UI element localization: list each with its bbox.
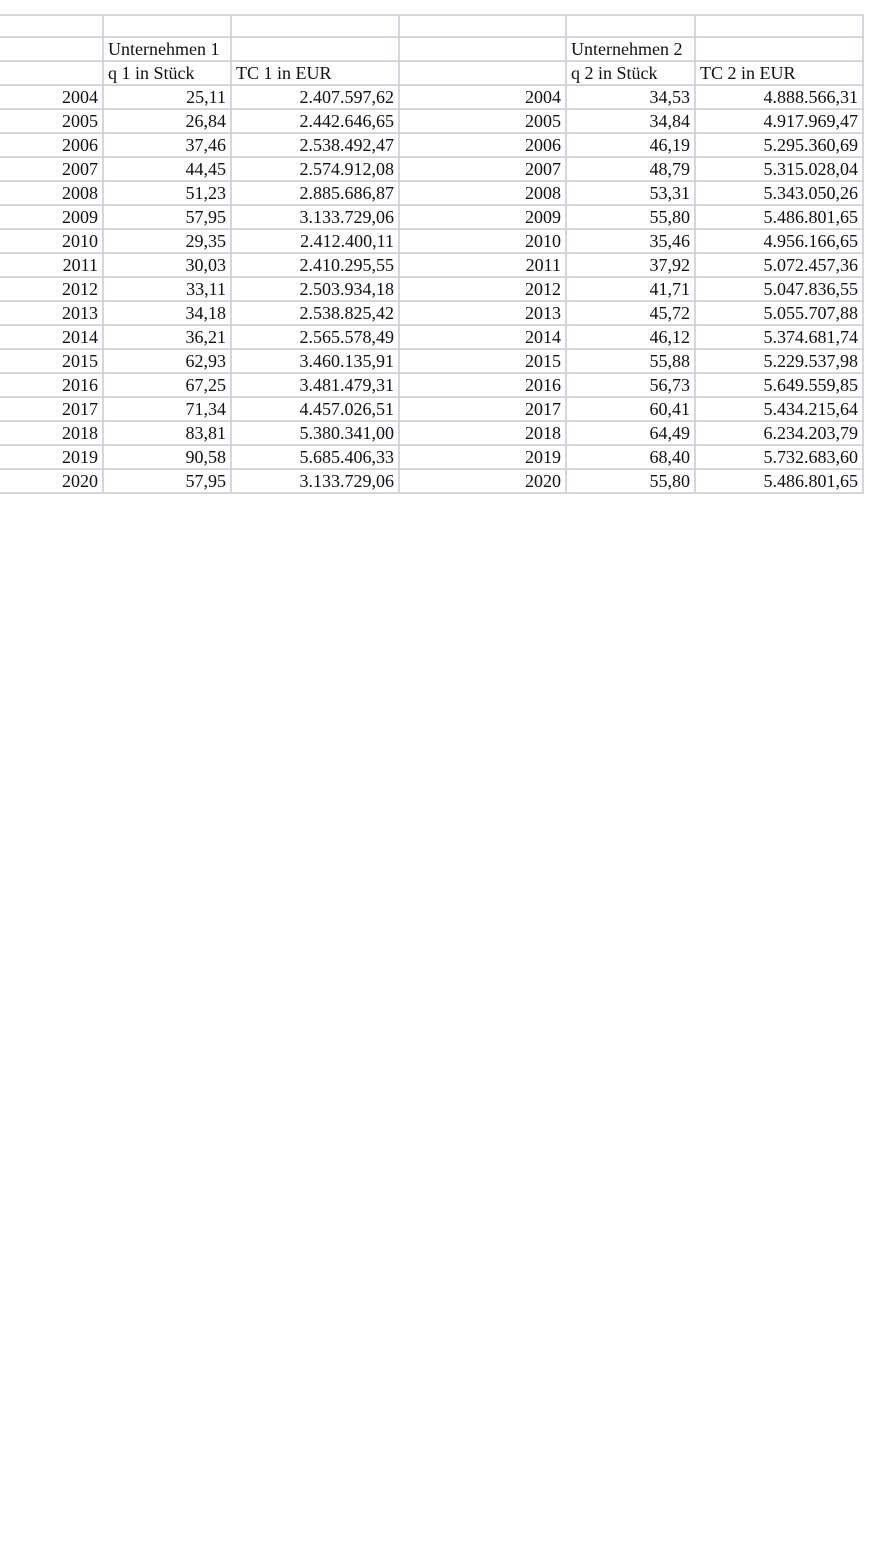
q1-column-header[interactable]: q 1 in Stück xyxy=(103,61,231,85)
table-row xyxy=(0,277,863,301)
year-2-cell[interactable]: 2017 xyxy=(399,397,566,421)
tc2-cell[interactable]: 5.315.028,04 xyxy=(695,157,863,181)
q2-cell[interactable]: 55,80 xyxy=(566,469,695,493)
year-2-cell[interactable]: 2014 xyxy=(399,325,566,349)
q1-cell[interactable]: 34,18 xyxy=(103,301,231,325)
year-2-cell[interactable]: 2015 xyxy=(399,349,566,373)
tc1-cell[interactable]: 2.885.686,87 xyxy=(231,181,399,205)
tc2-column-header[interactable]: TC 2 in EUR xyxy=(695,61,863,85)
q1-cell[interactable]: 36,21 xyxy=(103,325,231,349)
tc2-cell[interactable]: 6.234.203,79 xyxy=(695,421,863,445)
cell[interactable] xyxy=(0,61,103,85)
tc1-cell[interactable]: 2.503.934,18 xyxy=(231,277,399,301)
year-2-cell[interactable]: 2005 xyxy=(399,109,566,133)
q1-cell[interactable]: 51,23 xyxy=(103,181,231,205)
table-row xyxy=(0,325,863,349)
year-2-cell[interactable]: 2013 xyxy=(399,301,566,325)
tc2-cell[interactable]: 5.649.559,85 xyxy=(695,373,863,397)
table-row xyxy=(0,349,863,373)
header-row-company xyxy=(0,37,863,61)
year-1-cell[interactable]: 2018 xyxy=(0,421,103,445)
tc2-cell[interactable]: 5.055.707,88 xyxy=(695,301,863,325)
tc1-cell[interactable]: 3.133.729,06 xyxy=(231,205,399,229)
year-1-cell[interactable]: 2012 xyxy=(0,277,103,301)
header-row-blank xyxy=(0,15,863,37)
q1-cell[interactable]: 26,84 xyxy=(103,109,231,133)
q2-cell[interactable]: 45,72 xyxy=(566,301,695,325)
table-row xyxy=(0,253,863,277)
tc2-cell[interactable]: 5.486.801,65 xyxy=(695,205,863,229)
table-row xyxy=(0,205,863,229)
q2-cell[interactable]: 46,19 xyxy=(566,133,695,157)
q2-cell[interactable]: 53,31 xyxy=(566,181,695,205)
tc1-cell[interactable]: 5.380.341,00 xyxy=(231,421,399,445)
year-1-cell[interactable]: 2019 xyxy=(0,445,103,469)
q1-cell[interactable]: 30,03 xyxy=(103,253,231,277)
tc2-cell[interactable]: 5.047.836,55 xyxy=(695,277,863,301)
table-row xyxy=(0,373,863,397)
year-1-cell[interactable]: 2014 xyxy=(0,325,103,349)
tc2-cell[interactable]: 4.956.166,65 xyxy=(695,229,863,253)
q1-cell[interactable]: 62,93 xyxy=(103,349,231,373)
q2-cell[interactable]: 55,88 xyxy=(566,349,695,373)
table-row xyxy=(0,397,863,421)
cell[interactable] xyxy=(695,15,863,37)
tc1-cell[interactable]: 2.442.646,65 xyxy=(231,109,399,133)
year-1-cell[interactable]: 2020 xyxy=(0,469,103,493)
year-2-cell[interactable]: 2020 xyxy=(399,469,566,493)
q2-cell[interactable]: 35,46 xyxy=(566,229,695,253)
q1-cell[interactable]: 29,35 xyxy=(103,229,231,253)
q2-cell[interactable]: 64,49 xyxy=(566,421,695,445)
table-row xyxy=(0,157,863,181)
tc2-cell[interactable]: 5.072.457,36 xyxy=(695,253,863,277)
cell[interactable] xyxy=(0,37,103,61)
q2-cell[interactable]: 37,92 xyxy=(566,253,695,277)
table-row xyxy=(0,181,863,205)
cell[interactable] xyxy=(231,37,399,61)
year-2-cell[interactable]: 2012 xyxy=(399,277,566,301)
year-2-cell[interactable]: 2018 xyxy=(399,421,566,445)
tc2-cell[interactable]: 5.374.681,74 xyxy=(695,325,863,349)
tc1-cell[interactable]: 2.407.597,62 xyxy=(231,85,399,109)
table-row xyxy=(0,421,863,445)
tc2-cell[interactable]: 5.295.360,69 xyxy=(695,133,863,157)
year-1-cell[interactable]: 2005 xyxy=(0,109,103,133)
tc1-cell[interactable]: 5.685.406,33 xyxy=(231,445,399,469)
tc1-cell[interactable]: 4.457.026,51 xyxy=(231,397,399,421)
year-1-cell[interactable]: 2011 xyxy=(0,253,103,277)
tc1-cell[interactable]: 2.538.492,47 xyxy=(231,133,399,157)
tc2-cell[interactable]: 5.434.215,64 xyxy=(695,397,863,421)
tc2-cell[interactable]: 5.732.683,60 xyxy=(695,445,863,469)
company-1-header[interactable]: Unternehmen 1 xyxy=(103,37,231,61)
year-2-cell[interactable]: 2016 xyxy=(399,373,566,397)
q1-cell[interactable]: 90,58 xyxy=(103,445,231,469)
year-1-cell[interactable]: 2007 xyxy=(0,157,103,181)
q2-cell[interactable]: 55,80 xyxy=(566,205,695,229)
tc1-cell[interactable]: 2.412.400,11 xyxy=(231,229,399,253)
table-row xyxy=(0,109,863,133)
header-row-columns xyxy=(0,61,863,85)
year-2-cell[interactable]: 2019 xyxy=(399,445,566,469)
year-1-cell[interactable]: 2015 xyxy=(0,349,103,373)
tc1-cell[interactable]: 2.538.825,42 xyxy=(231,301,399,325)
year-2-cell[interactable]: 2010 xyxy=(399,229,566,253)
year-2-cell[interactable]: 2007 xyxy=(399,157,566,181)
tc2-cell[interactable]: 5.229.537,98 xyxy=(695,349,863,373)
cell[interactable] xyxy=(399,61,566,85)
q2-cell[interactable]: 46,12 xyxy=(566,325,695,349)
q1-cell[interactable]: 83,81 xyxy=(103,421,231,445)
tc1-cell[interactable]: 3.133.729,06 xyxy=(231,469,399,493)
year-1-cell[interactable]: 2008 xyxy=(0,181,103,205)
q2-cell[interactable]: 48,79 xyxy=(566,157,695,181)
tc1-column-header[interactable]: TC 1 in EUR xyxy=(231,61,399,85)
year-2-cell[interactable]: 2008 xyxy=(399,181,566,205)
q2-cell[interactable]: 56,73 xyxy=(566,373,695,397)
tc1-cell[interactable]: 2.410.295,55 xyxy=(231,253,399,277)
q1-cell[interactable]: 33,11 xyxy=(103,277,231,301)
tc1-cell[interactable]: 2.574.912,08 xyxy=(231,157,399,181)
year-1-cell[interactable]: 2017 xyxy=(0,397,103,421)
q1-cell[interactable]: 57,95 xyxy=(103,205,231,229)
year-1-cell[interactable]: 2013 xyxy=(0,301,103,325)
q1-cell[interactable]: 71,34 xyxy=(103,397,231,421)
year-2-cell[interactable]: 2004 xyxy=(399,85,566,109)
data-table xyxy=(0,14,864,494)
year-2-cell[interactable]: 2006 xyxy=(399,133,566,157)
year-2-cell[interactable]: 2009 xyxy=(399,205,566,229)
q2-cell[interactable]: 60,41 xyxy=(566,397,695,421)
q1-cell[interactable]: 37,46 xyxy=(103,133,231,157)
year-1-cell[interactable]: 2009 xyxy=(0,205,103,229)
table-row xyxy=(0,445,863,469)
q2-cell[interactable]: 41,71 xyxy=(566,277,695,301)
table-row xyxy=(0,301,863,325)
year-1-cell[interactable]: 2006 xyxy=(0,133,103,157)
tc2-cell[interactable]: 4.917.969,47 xyxy=(695,109,863,133)
year-1-cell[interactable]: 2004 xyxy=(0,85,103,109)
q1-cell[interactable]: 44,45 xyxy=(103,157,231,181)
cell[interactable] xyxy=(399,15,566,37)
q2-column-header[interactable]: q 2 in Stück xyxy=(566,61,695,85)
q2-cell[interactable]: 68,40 xyxy=(566,445,695,469)
q1-cell[interactable]: 25,11 xyxy=(103,85,231,109)
cell[interactable] xyxy=(399,37,566,61)
company-2-header[interactable]: Unternehmen 2 xyxy=(566,37,695,61)
cell[interactable] xyxy=(0,15,103,37)
table-row xyxy=(0,85,863,109)
q1-cell[interactable]: 67,25 xyxy=(103,373,231,397)
tc1-cell[interactable]: 3.460.135,91 xyxy=(231,349,399,373)
table-row xyxy=(0,133,863,157)
tc2-cell[interactable]: 5.486.801,65 xyxy=(695,469,863,493)
q2-cell[interactable]: 34,53 xyxy=(566,85,695,109)
q2-cell[interactable]: 34,84 xyxy=(566,109,695,133)
table-row xyxy=(0,469,863,493)
cell[interactable] xyxy=(231,15,399,37)
cell[interactable] xyxy=(566,15,695,37)
q1-cell[interactable]: 57,95 xyxy=(103,469,231,493)
table-row xyxy=(0,229,863,253)
year-1-cell[interactable]: 2016 xyxy=(0,373,103,397)
tc2-cell[interactable]: 4.888.566,31 xyxy=(695,85,863,109)
year-1-cell[interactable]: 2010 xyxy=(0,229,103,253)
tc1-cell[interactable]: 2.565.578,49 xyxy=(231,325,399,349)
spreadsheet-grid xyxy=(0,14,864,494)
tc2-cell[interactable]: 5.343.050,26 xyxy=(695,181,863,205)
year-2-cell[interactable]: 2011 xyxy=(399,253,566,277)
tc1-cell[interactable]: 3.481.479,31 xyxy=(231,373,399,397)
cell[interactable] xyxy=(695,37,863,61)
cell[interactable] xyxy=(103,15,231,37)
